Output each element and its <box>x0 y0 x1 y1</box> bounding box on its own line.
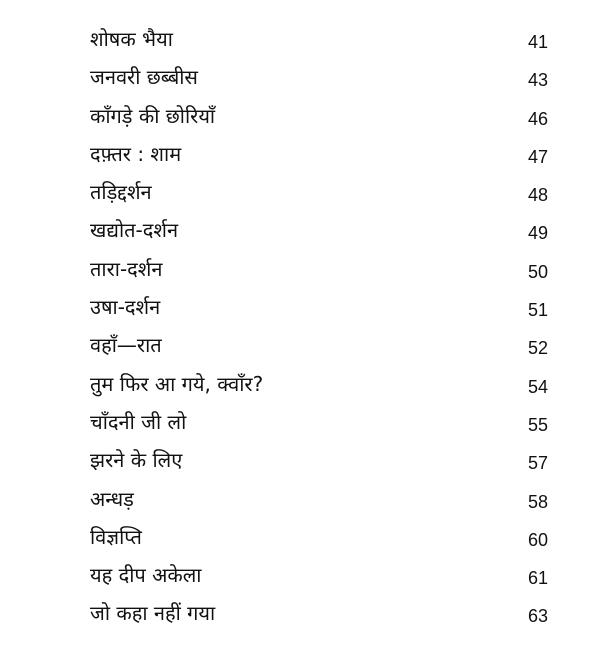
toc-entry-page: 50 <box>527 261 548 282</box>
toc-entry-page: 51 <box>527 300 548 321</box>
toc-entry-title: चाँदनी जी लो <box>90 409 187 434</box>
toc-entry-page: 49 <box>527 223 548 244</box>
toc-entry <box>0 254 600 292</box>
toc-entry-title: वहाँ—रात <box>90 333 162 358</box>
toc-entry <box>0 292 600 330</box>
toc-entry-page: 52 <box>527 338 548 359</box>
toc-entry-page: 41 <box>527 32 548 52</box>
toc-entry-title: खद्योत-दर्शन <box>90 218 179 243</box>
toc-entry <box>0 560 600 598</box>
toc-entry <box>0 598 600 636</box>
toc-entry-title: जनवरी छब्बीस <box>90 65 198 90</box>
toc-entry-page: 47 <box>527 146 548 167</box>
toc-entry-title: झरने के लिए <box>90 448 183 473</box>
toc-entry-page: 55 <box>527 414 548 435</box>
toc-entry <box>0 139 600 177</box>
toc-entry <box>0 369 600 407</box>
toc-entry-page: 60 <box>527 529 548 550</box>
toc-entry-page: 43 <box>527 70 548 91</box>
toc-entry-title: जो कहा नहीं गया <box>90 601 216 626</box>
toc-entry-page: 63 <box>527 606 548 627</box>
toc-entry <box>0 407 600 445</box>
toc-entry <box>0 445 600 483</box>
toc-entry-page: 61 <box>527 568 548 589</box>
toc-entry <box>0 484 600 522</box>
toc-entry <box>0 330 600 368</box>
toc-entry-page: 46 <box>527 108 548 129</box>
toc-entry <box>0 215 600 253</box>
toc-entry-title: शोषक भैया <box>90 27 173 51</box>
toc-entry-title: विज्ञप्ति <box>90 524 142 549</box>
toc-entry-page: 58 <box>527 491 548 512</box>
toc-entry-page: 48 <box>527 185 548 206</box>
toc-entry <box>0 24 600 62</box>
toc-entry <box>0 177 600 215</box>
toc-entry-title: उषा-दर्शन <box>90 295 161 320</box>
toc-entry-page: 54 <box>527 376 548 397</box>
toc-entry <box>0 522 600 560</box>
table-of-contents <box>0 24 600 637</box>
toc-entry-title: तुम फिर आ गये, क्वाँर? <box>90 371 264 396</box>
toc-entry-title: यह दीप अकेला <box>90 563 202 588</box>
toc-entry-title: अन्धड़ <box>90 486 134 511</box>
toc-entry-page: 57 <box>527 453 548 474</box>
toc-entry-title: तारा-दर्शन <box>90 256 163 281</box>
toc-entry-title: तड़िद्दर्शन <box>90 180 152 205</box>
toc-entry <box>0 101 600 139</box>
toc-entry <box>0 62 600 100</box>
toc-entry-title: दफ़्तर : शाम <box>90 141 182 166</box>
toc-entry-title: काँगड़े की छोरियाँ <box>90 103 216 128</box>
